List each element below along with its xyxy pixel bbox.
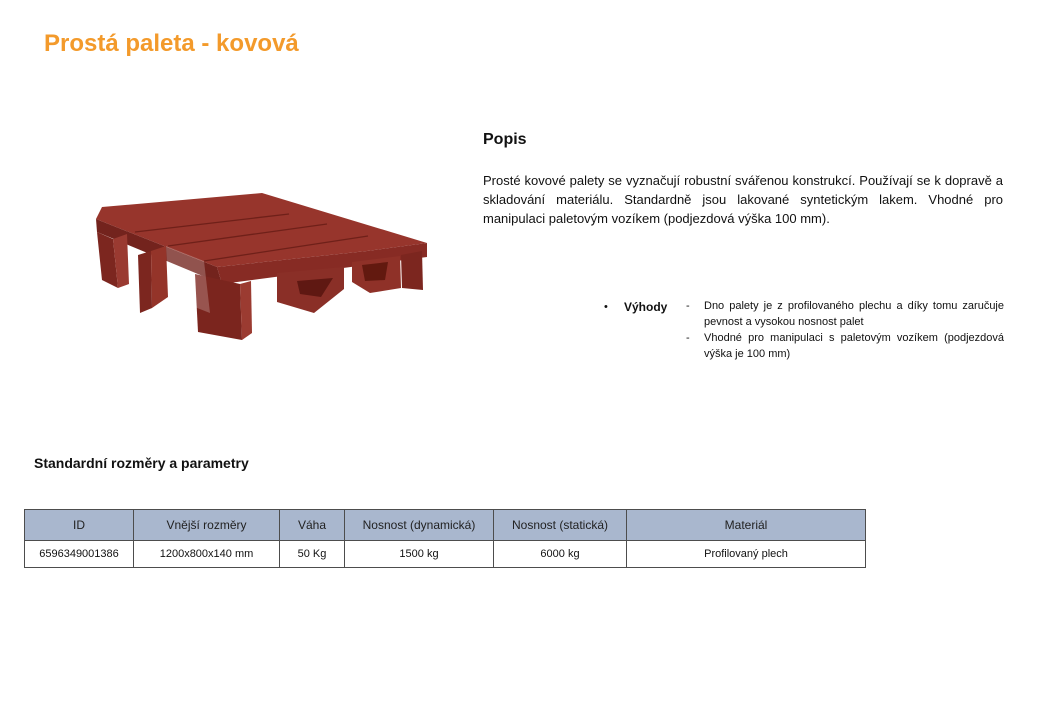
table-header-row [25,510,866,541]
dash-icon: - [686,300,690,312]
description-heading: Popis [483,131,527,148]
column-header-weight: Váha [280,510,345,541]
specifications-heading: Standardní rozměry a parametry [34,455,249,471]
page-title: Prostá paleta - kovová [44,30,299,57]
dash-icon: - [686,332,690,344]
column-header-static-capacity: Nosnost (statická) [494,510,627,541]
benefits-list [686,298,1004,362]
cell-material: Profilovaný plech [627,541,866,568]
cell-static-capacity: 6000 kg [494,541,627,568]
cell-weight: 50 Kg [280,541,345,568]
metal-pallet-image [82,185,437,350]
bullet-icon: • [604,301,608,313]
benefit-item-text: Vhodné pro manipulaci s paletovým vozíkem (podjezdová výška je 100 mm) [704,332,1004,360]
specifications-table [24,509,866,568]
column-header-material: Materiál [627,510,866,541]
column-header-outer-dimensions: Vnější rozměry [134,510,280,541]
benefit-item-bottom-profile [686,298,1004,330]
benefit-item-text: Dno palety je z profilovaného plechu a díky tomu zaručuje pevnost a vysokou nosnost palet [704,300,1004,328]
cell-dynamic-capacity: 1500 kg [345,541,494,568]
column-header-dynamic-capacity: Nosnost (dynamická) [345,510,494,541]
description-text: Prosté kovové palety se vyznačují robustní svářenou konstrukcí. Používají se k dopravě a skladování materiálu. Standardně jsou lakované syntetickým lakem. Vhodné pro manipulaci paletovým vozíkem (podjezdová výška 100 mm). [483,173,1003,226]
table-row [25,541,866,568]
cell-id: 6596349001386 [25,541,134,568]
benefits-label: Výhody [624,300,668,314]
column-header-id: ID [25,510,134,541]
benefit-item-pallet-truck [686,330,1004,362]
metal-pallet-icon [96,193,427,340]
cell-outer-dimensions: 1200x800x140 mm [134,541,280,568]
